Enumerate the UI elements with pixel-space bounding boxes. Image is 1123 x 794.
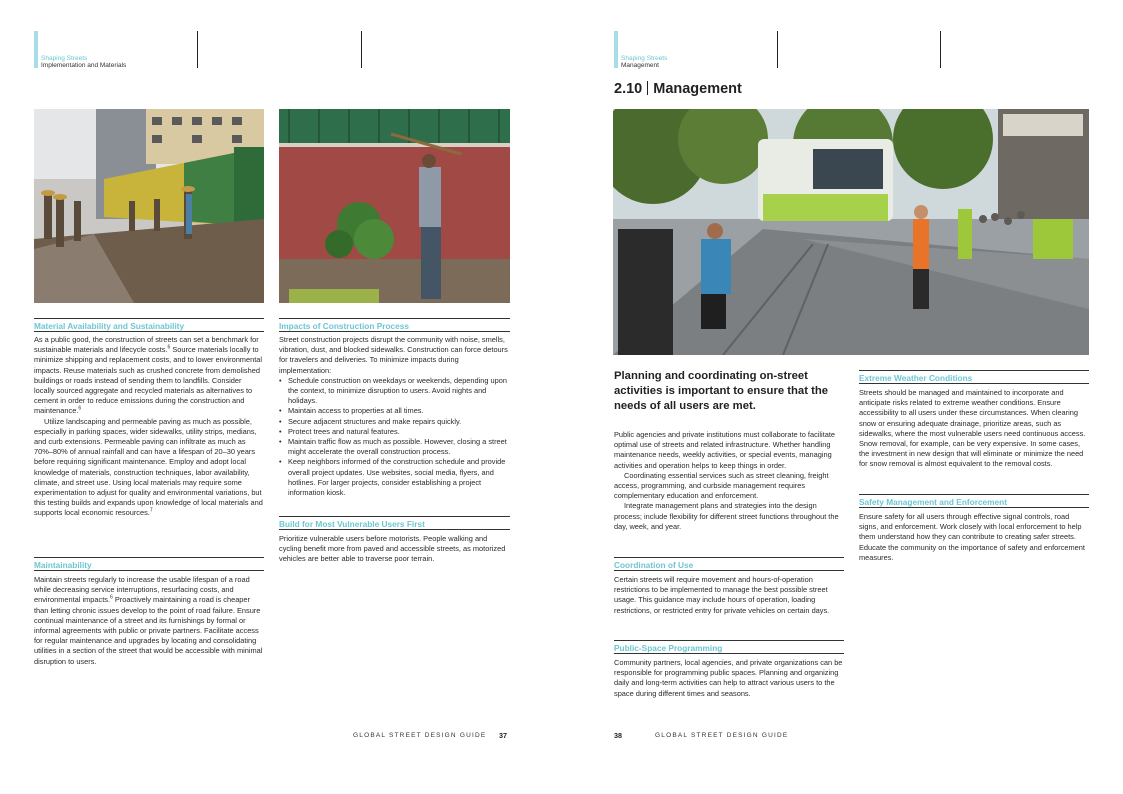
section-body-vulnerable-users <box>279 534 510 565</box>
footnote-ref: 6 <box>78 405 82 412</box>
pull-quote: Planning and coordinating on-street activities is important to ensure that the needs of all users are met. <box>614 370 829 413</box>
section-title-coordination-of-use: Coordination of Use <box>614 557 844 571</box>
header-series: Shaping Streets <box>621 55 668 62</box>
footer-guide-title: GLOBAL STREET DESIGN GUIDE <box>655 732 789 739</box>
paragraph-text: Maintain streets regularly to increase the usable lifespan of a road while decreasing service interruptions, resurfacing costs, and environmental impacts. <box>34 575 250 605</box>
header-divider <box>197 31 198 68</box>
footnote-ref: 6 <box>110 594 113 601</box>
paragraph-text: Utilize landscaping and permeable paving as much as possible, especially in parking spaces, wider sidewalks, utility strips, medians, and curb extensions. Permeable paving can infiltrate as much as 70%–80% of annual rainfall and can have a lifespan of 20–30 years before requiring significant maintenance. Employ and adopt local knowledge of materials, construction techniques, labor availability, climate, and street use. Using local materials may require some experimentation to adjust for quality and environmental variations, but this testing builds and expands upon knowledge of local materials and supports local economic resources. <box>34 416 263 518</box>
header-section: Management <box>621 62 659 69</box>
photo-construction-workers <box>34 109 264 303</box>
header-divider <box>777 31 778 68</box>
paragraph-text: Ensure safety for all users through effective signal controls, road signs, and enforcement. Work closely with local enforcement to help them understand how they can contribute to creating safer streets. Educate the community on the importance of safety and enforcement measures. <box>859 512 1085 562</box>
page-number: 38 <box>614 731 622 740</box>
paragraph-text: Community partners, local agencies, and private organizations can be responsible for programming public spaces. Planning and organizing daily and long-term activities can help to attract various users to the space during different times and seasons. <box>614 658 843 698</box>
footer-guide-title: GLOBAL STREET DESIGN GUIDE <box>353 732 487 739</box>
bullet-item: • Maintain access to properties at all times. <box>288 406 510 416</box>
section-body-safety-management <box>859 512 1089 563</box>
section-body-maintainability <box>34 575 264 667</box>
header-section: Implementation and Materials <box>41 62 127 69</box>
page-number: 37 <box>499 731 507 740</box>
header-accent-bar <box>34 31 38 68</box>
paragraph-text: Source materials locally to minimize shipping and replacement costs, and to lower environmental impacts. Reuse materials such as crushed concrete from demolished buildings or roads instead of sending them to landfills. Consider locally sourced aggregate and recycled materials as alternatives to cement in order to reduce emissions during the construction and maintenance. <box>34 345 262 416</box>
section-body-impacts-construction <box>279 335 510 498</box>
section-title-safety-management: Safety Management and Enforcement <box>859 494 1089 508</box>
section-title-vulnerable-users: Build for Most Vulnerable Users First <box>279 516 510 530</box>
section-body-coordination-of-use <box>614 575 844 616</box>
photo-worker-with-pickaxe <box>279 109 510 303</box>
section-body-extreme-weather <box>859 388 1089 470</box>
photo-tram-street <box>613 109 1089 355</box>
bullet-item: • Maintain traffic flow as much as possible. However, closing a street might accelerate the overall construction process. <box>288 437 510 457</box>
header-divider <box>940 31 941 68</box>
section-body-public-space-programming <box>614 658 844 699</box>
header-accent-bar <box>614 31 618 68</box>
paragraph-text: Street construction projects disrupt the community with noise, smells, vibration, dust, and blocked sidewalks. Construction can force detours for travelers and deliveries. To minimize impacts during implementation: <box>279 335 508 375</box>
paragraph-text: Certain streets will require movement and hours-of-operation restrictions to be implemented to manage the best possible street usage. This guidance may include hours of operation, loading restrictions, or restricted entry for private vehicles on certain days. <box>614 575 830 615</box>
section-title-public-space-programming: Public-Space Programming <box>614 640 844 654</box>
footnote-ref: 6 <box>167 344 171 351</box>
paragraph-text: Coordinating essential services such as street cleaning, freight access, programming, and curbside management requires complementary education and enforcement. <box>614 470 829 501</box>
bullet-list <box>279 376 510 498</box>
section-title-impacts-construction: Impacts of Construction Process <box>279 318 510 332</box>
footnote-ref: 7 <box>149 507 153 514</box>
bullet-item: • Keep neighbors informed of the construction schedule and provide overall project updates. Use websites, social media, flyers, and hotlines. For larger projects, consider establishing a project information kiosk. <box>288 457 510 498</box>
paragraph-text: Proactively maintaining a road is cheaper than letting chronic issues develop to the point of road failure. Ensure continual maintenance of a street and its furnishings by formal or informal agreements with public or private partners. Facilitate access for regular maintenance and upgrades by locating and consolidating utilities in a section of the street that would be accessible with minimal disruption to users. <box>34 595 263 666</box>
paragraph-text: Streets should be managed and maintained to incorporate and anticipate risks related to extreme weather conditions. Ensure accessibility to all users under these circumstances. When clearing snow or ensuring adequate drainage, prioritize areas, such as sidewalks, where the most vulnerable users need continuous access. Snow removal, for example, can be very expensive. In some cases, the investment in new design that will eliminate or minimize the need for snow removal is almost equivalent to the removal costs. <box>859 388 1086 469</box>
bullet-item: • Secure adjacent structures and make repairs quickly. <box>288 417 510 427</box>
bullet-item: • Schedule construction on weekdays or weekends, depending upon the context, to minimize disruption to users. Avoid nights and holidays. <box>288 376 510 407</box>
bullet-item: • Protect trees and natural features. <box>288 427 510 437</box>
section-body-material-availability <box>34 335 264 519</box>
section-title-maintainability: Maintainability <box>34 557 264 571</box>
paragraph-text: Prioritize vulnerable users before motorists. People walking and cycling benefit more from paved and accessible streets, as motorized vehicles are better able to traverse poor terrain. <box>279 534 506 564</box>
paragraph-text: As a public good, the construction of streets can set a benchmark for sustainable materials and lifecycle costs. <box>34 335 259 355</box>
section-title-material-availability: Material Availability and Sustainability <box>34 318 264 332</box>
paragraph-text: Integrate management plans and strategies into the design process; include flexibility for different street functions throughout the day, week, and year. <box>614 501 839 531</box>
management-intro-body <box>614 430 844 532</box>
paragraph-text: Public agencies and private institutions must collaborate to facilitate optimal use of streets and related infrastructure. Whether handling maintenance needs, weekly activities, or special events, managing activities and operation helps to keep things in order. <box>614 430 836 470</box>
chapter-heading <box>614 81 742 97</box>
header-series: Shaping Streets <box>41 55 88 62</box>
chapter-title: Management <box>653 81 742 97</box>
header-divider <box>361 31 362 68</box>
section-title-extreme-weather: Extreme Weather Conditions <box>859 370 1089 384</box>
chapter-number: 2.10 <box>614 81 643 97</box>
chapter-separator <box>647 81 648 95</box>
